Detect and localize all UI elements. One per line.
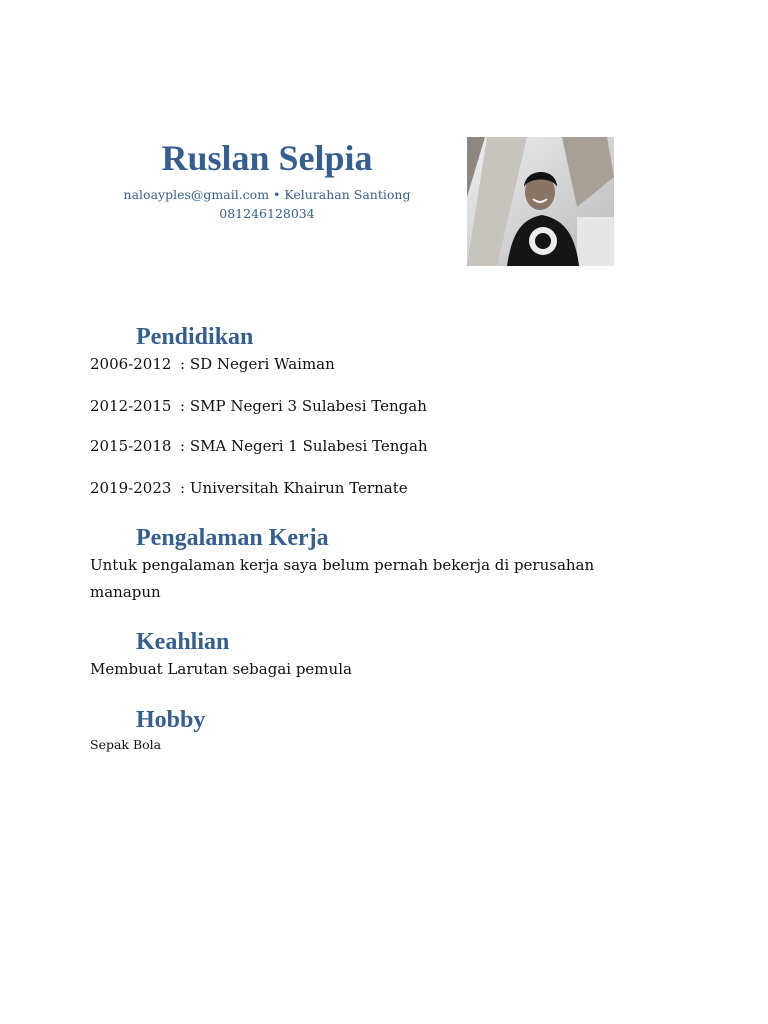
education-row (90, 395, 427, 417)
education-school: : Universitah Khairun Ternate (180, 479, 408, 497)
contact-line-1: naloayples@gmail.com • Kelurahan Santiong (123, 187, 411, 202)
portrait-image (467, 137, 614, 266)
hobby-text: Sepak Bola (90, 737, 162, 752)
section-title-education: Pendidikan (136, 324, 254, 350)
resume-header (90, 136, 444, 223)
section-title-experience: Pengalaman Kerja (136, 525, 329, 551)
section-title-skills: Keahlian (136, 629, 230, 655)
skills-text: Membuat Larutan sebagai pemula (90, 660, 352, 678)
education-row (90, 353, 335, 375)
education-years: 2015-2018 (90, 437, 172, 455)
candidate-name: Ruslan Selpia (161, 138, 373, 178)
person-photo-icon (467, 137, 614, 266)
education-years: 2006-2012 (90, 355, 172, 373)
education-school: : SMP Negeri 3 Sulabesi Tengah (180, 397, 427, 415)
education-school: : SD Negeri Waiman (180, 355, 335, 373)
education-school: : SMA Negeri 1 Sulabesi Tengah (180, 437, 428, 455)
experience-text: Untuk pengalaman kerja saya belum pernah bekerja di perusahan manapun (90, 556, 595, 601)
contact-line-2: 081246128034 (219, 206, 315, 221)
education-years: 2019-2023 (90, 479, 172, 497)
education-row (90, 435, 428, 457)
education-row (90, 477, 408, 499)
education-years: 2012-2015 (90, 397, 172, 415)
section-title-hobby: Hobby (136, 707, 206, 733)
